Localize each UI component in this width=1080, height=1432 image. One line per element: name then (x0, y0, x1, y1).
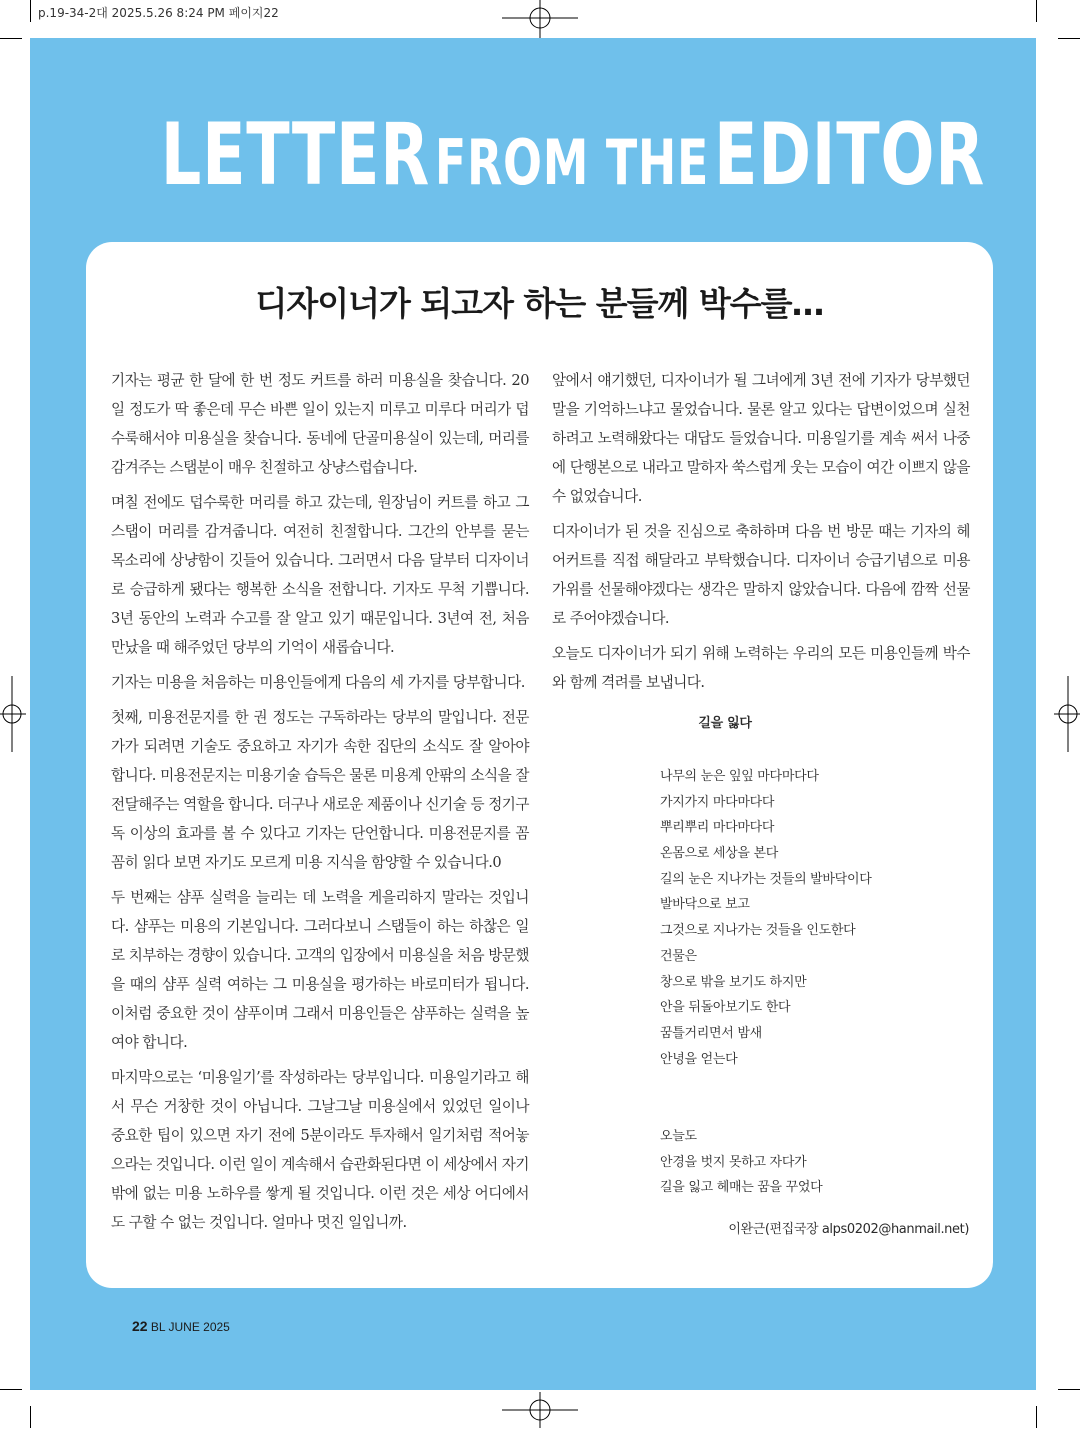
page-number: 22 (132, 1318, 148, 1334)
paragraph: 두 번째는 샴푸 실력을 늘리는 데 노력을 게을리하지 말라는 것입니다. 샴푸는 미용의 기본입니다. 그러다보니 스탭들이 하는 하찮은 일로 치부하는 경향이 있습니다. 고객의 입장에서 미용실을 처음 방문했을 때의 샴푸 실력 여하는 그 미용실을 평가하는 바로미터가 됩니다. 이처럼 중요한 것이 샴푸이며 그래서 미용인들은 샴푸하는 실력을 높여야 합니다. (111, 889, 529, 1051)
poem-stanza-2 (660, 1124, 822, 1201)
registration-mark-bottom-icon (502, 1392, 578, 1432)
crop-mark (0, 1389, 22, 1390)
poem-line: 나무의 눈은 잎잎 마다마다다 (660, 769, 819, 784)
paragraph: 기자는 평균 한 달에 한 번 정도 커트를 하러 미용실을 찾습니다. 20일 정도가 딱 좋은데 무슨 바쁜 일이 있는지 미루고 미루다 머리가 덥수룩해서야 미용실을 찾습니다. 동네에 단골미용실이 있는데, 머리를 감겨주는 스탭분이 매우 친절하고 상냥스럽습니다. (111, 372, 529, 476)
poem-line: 가지가지 마다마다다 (660, 794, 775, 810)
poem-line: 오늘도 (660, 1129, 697, 1144)
poem-line: 꿈틀거리면서 밤새 (660, 1025, 762, 1041)
paragraph: 마지막으로는 ‘미용일기’를 작성하라는 당부입니다. 미용일기라고 해서 무슨 거창한 것이 아닙니다. 그날그날 미용실에서 있었던 일이나 중요한 팁이 있으면 자기 전에 5분이라도 투자해서 일기처럼 적어놓으라는 것입니다. 이런 일이 계속해서 습관화된다면 이 세상에서 자기밖에 없는 미용 노하우를 쌓게 될 것입니다. 이런 것은 세상 어디에서도 구할 수 없는 것입니다. 얼마나 멋진 일입니까. (111, 1069, 529, 1231)
poem-line: 건물은 (660, 948, 697, 964)
headline-word-from-the: FROM THE (434, 126, 710, 199)
crop-mark (1058, 1389, 1080, 1390)
paragraph: 기자는 미용을 처음하는 미용인들에게 다음의 세 가지를 당부합니다. (111, 674, 525, 691)
editor-signature: 이완근(편집국장 alps0202@hanmail.net) (728, 1222, 969, 1237)
print-slug: p.19-34-2대 2025.5.26 8:24 PM 페이지22 (38, 6, 279, 20)
paragraph: 첫째, 미용전문지를 한 권 정도는 구독하라는 당부의 말입니다. 전문가가 되려면 기술도 중요하고 자기가 속한 집단의 소식도 잘 알아야 합니다. 미용전문지는 미용기술 습득은 물론 미용계 안팎의 소식을 잘 전달해주는 역할을 합니다. 더구나 새로운 제품이나 신기술 등 정기구독 이상의 효과를 볼 수 있다고 기자는 단언합니다. 미용전문지를 꼼꼼히 읽다 보면 자기도 모르게 미용 지식을 함양할 수 있습니다.0 (111, 709, 529, 871)
crop-mark (1058, 38, 1080, 39)
poem-line: 안을 뒤돌아보기도 한다 (660, 1000, 791, 1016)
crop-mark (30, 1406, 31, 1428)
page-headline (160, 105, 985, 205)
left-column (111, 366, 529, 1243)
article-title: 디자이너가 되고자 하는 분들께 박수를… (255, 284, 824, 323)
poem-title: 길을 잃다 (698, 716, 752, 731)
poem-stanza-1 (660, 764, 871, 1072)
poem-line: 길을 잃고 헤매는 꿈을 꾸었다 (660, 1180, 823, 1196)
page-folio (132, 1318, 230, 1334)
folio-label: BL JUNE 2025 (150, 1320, 230, 1334)
poem-line: 뿌리뿌리 마다마다다 (660, 820, 775, 836)
right-column (552, 366, 970, 703)
poem-line: 온몸으로 세상을 본다 (660, 846, 778, 862)
poem-line: 길의 눈은 지나가는 것들의 발바닥이다 (660, 871, 872, 887)
registration-mark-right-icon (1040, 676, 1080, 752)
paragraph: 디자이너가 된 것을 진심으로 축하하며 다음 번 방문 때는 기자의 헤어커트를 직접 해달라고 부탁했습니다. 디자이너 승급기념으로 미용가위를 선물해야겠다는 생각은 말하지 않았습니다. 다음에 깜짝 선물로 주어야겠습니다. (552, 523, 970, 627)
content-card (86, 242, 993, 1288)
paragraph: 앞에서 얘기했던, 디자이너가 될 그녀에게 3년 전에 기자가 당부했던 말을 기억하느냐고 물었습니다. 물론 알고 있다는 답변이었으며 실천하려고 노력해왔다는 대답도 들었습니다. 미용일기를 계속 써서 나중에 단행본으로 내라고 말하자 쑥스럽게 웃는 모습이 여간 이쁘지 않을 수 없었습니다. (552, 372, 970, 505)
poem-line: 안녕을 얻는다 (660, 1051, 738, 1067)
crop-mark (1036, 1406, 1037, 1428)
paragraph: 오늘도 디자이너가 되기 위해 노력하는 우리의 모든 미용인들께 박수와 함께 격려를 보냅니다. (552, 645, 970, 691)
poem-line: 창으로 밖을 보기도 하지만 (660, 974, 807, 990)
crop-mark (30, 0, 31, 22)
poem-line: 발바닥으로 보고 (660, 897, 750, 913)
poem-line: 그것으로 지나가는 것들을 인도한다 (660, 923, 856, 939)
headline-word-letter: LETTER (160, 105, 431, 205)
registration-mark-top-icon (502, 0, 578, 40)
crop-mark (1036, 0, 1037, 22)
headline-word-editor: EDITOR (714, 105, 985, 205)
paragraph: 며칠 전에도 덥수룩한 머리를 하고 갔는데, 원장님이 커트를 하고 그 스탭이 머리를 감겨줍니다. 여전히 친절합니다. 그간의 안부를 묻는 목소리에 상냥함이 깃들어 있습니다. 그러면서 다음 달부터 디자이너로 승급하게 됐다는 행복한 소식을 전합니다. 기자도 무척 기쁩니다. 3년 동안의 노력과 수고를 잘 알고 있기 때문입니다. 3년여 전, 처음 만났을 때 해주었던 당부의 기억이 새롭습니다. (111, 494, 529, 656)
crop-mark (0, 38, 22, 39)
poem-line: 안경을 벗지 못하고 자다가 (660, 1154, 807, 1170)
